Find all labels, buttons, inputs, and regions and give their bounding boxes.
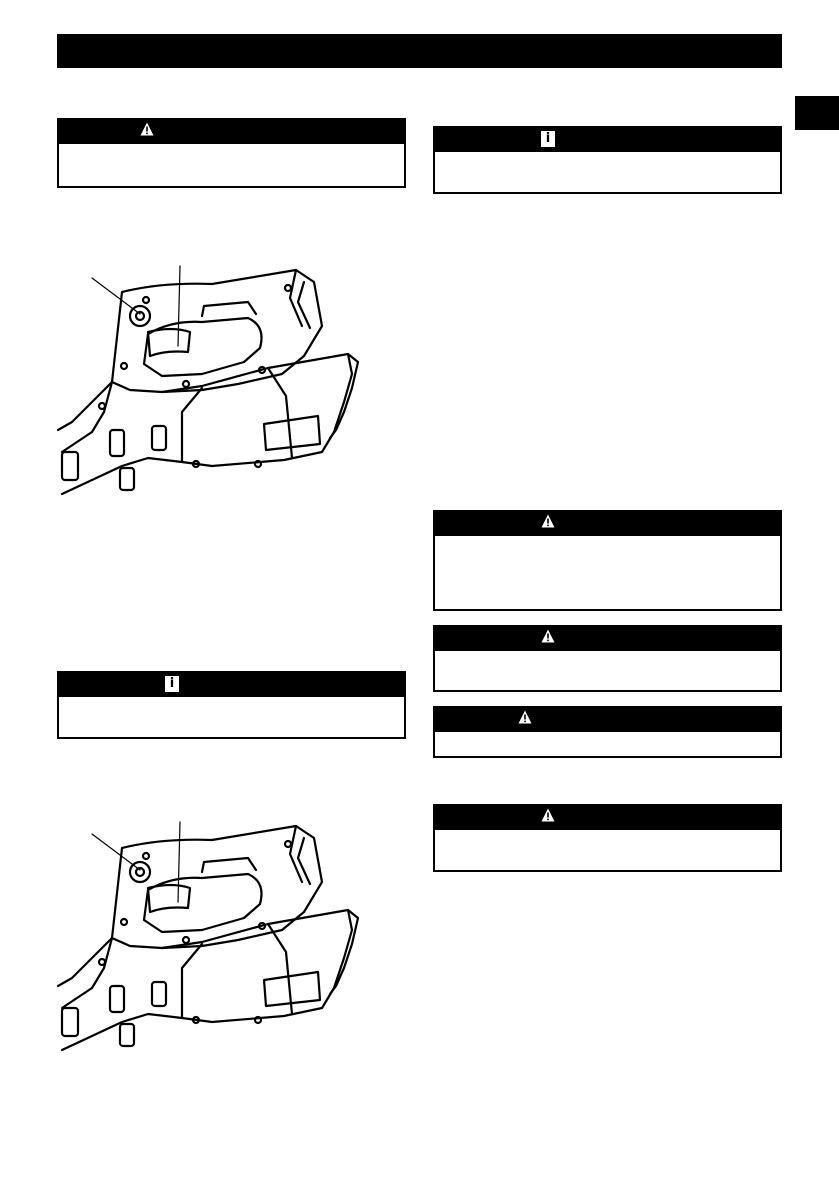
warning-triangle-icon bbox=[541, 629, 555, 643]
warning-box-2 bbox=[433, 510, 782, 611]
warning-triangle-icon bbox=[518, 710, 532, 724]
warning-triangle-icon bbox=[140, 122, 154, 136]
warning-box-3 bbox=[433, 625, 782, 692]
warning-triangle-icon bbox=[541, 514, 555, 528]
note-header-bar bbox=[57, 671, 406, 697]
warning-box-1 bbox=[57, 118, 406, 188]
warning-header-bar bbox=[433, 625, 782, 651]
warning-header-bar bbox=[433, 510, 782, 536]
header-bar bbox=[57, 34, 782, 68]
warning-box-5 bbox=[433, 804, 782, 872]
warning-box-4 bbox=[433, 706, 782, 758]
warning-header-bar bbox=[433, 804, 782, 830]
blower-handle-figure-1 bbox=[52, 262, 362, 502]
warning-triangle-icon bbox=[541, 808, 555, 822]
note-box-2 bbox=[57, 671, 406, 739]
note-box-1 bbox=[433, 126, 782, 194]
info-icon: i bbox=[165, 676, 179, 692]
chapter-tab bbox=[795, 96, 839, 130]
note-header-bar bbox=[433, 126, 782, 152]
warning-header-bar bbox=[433, 706, 782, 732]
warning-header-bar bbox=[57, 118, 406, 144]
blower-handle-figure-2 bbox=[52, 818, 362, 1058]
info-icon: i bbox=[541, 131, 555, 147]
